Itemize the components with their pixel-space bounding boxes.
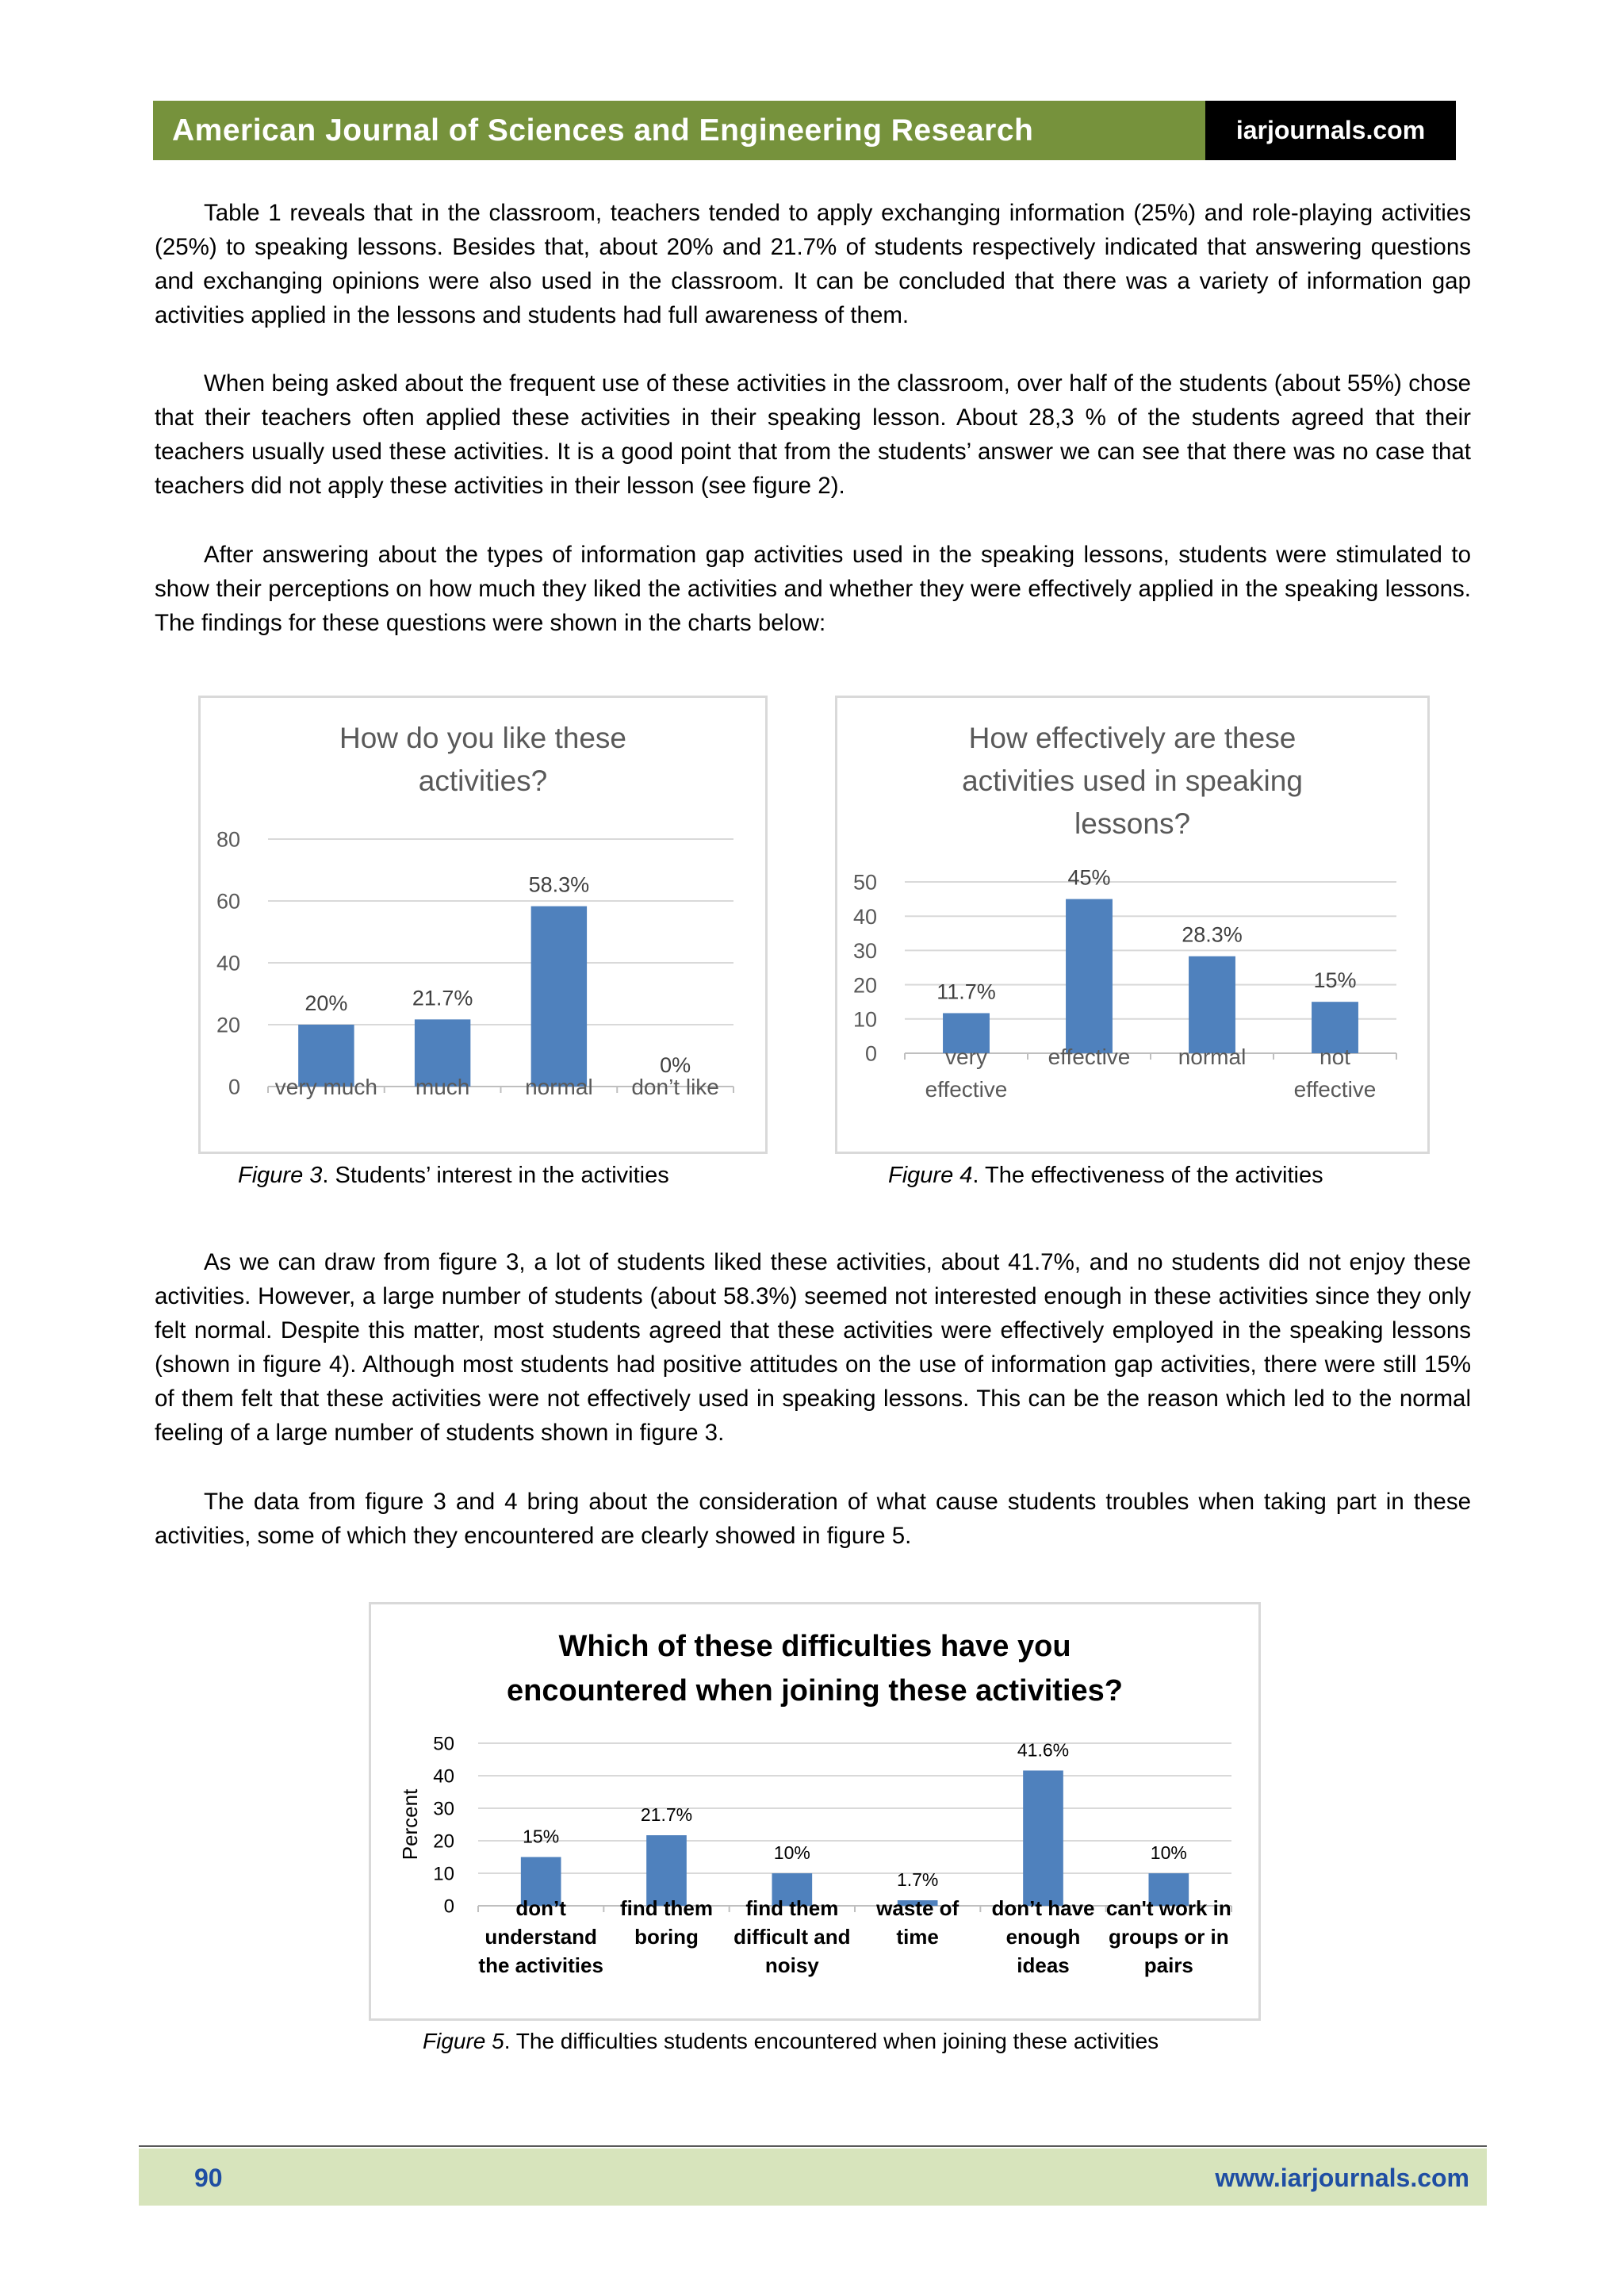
- paragraph-4: As we can draw from figure 3, a lot of students liked these activities, about 41.7%, and no students did not enjoy these activities. However, a large number of students (about 58.3%) seemed not interested enough in these activities since they only felt normal. Despite this matter, most students agreed that these activities were effectively employed in the speaking lessons (shown in figure 4). Although most students had positive attitudes on the use of information gap activities, there were still 15% of them felt that these activities were not effectively used in speaking lessons. This can be the reason which led to the normal feeling of a large number of students shown in figure 3.: [155, 1249, 1471, 1446]
- bar: [1023, 1770, 1063, 1906]
- figure-3-text: . Students’ interest in the activities: [322, 1163, 669, 1188]
- data-label: 10%: [773, 1842, 810, 1863]
- y-tick-label: 20: [852, 973, 877, 998]
- data-label: 21.7%: [640, 1804, 693, 1826]
- x-category-label: effective: [1293, 1077, 1377, 1102]
- paragraph-1: Table 1 reveals that in the classroom, teachers tended to apply exchanging information (25%) and role-playing activities (25%) to speaking lessons. Besides that, about 20% and 21.7% of students respectively indicated that answering questions and exchanging opinions were also used in the classroom. It can be concluded that there was a variety of information gap activities applied in the lessons and students had full awareness of them.: [155, 200, 1471, 328]
- data-label: 21.7%: [412, 986, 473, 1010]
- y-tick-label: 10: [852, 1007, 877, 1032]
- bar: [1189, 956, 1235, 1053]
- x-category-label: don’t like: [631, 1075, 719, 1099]
- x-category-label: noisy: [764, 1953, 819, 1977]
- figure-4-label: Figure 4: [888, 1163, 973, 1188]
- x-category-label: boring: [634, 1925, 699, 1949]
- x-category-label: very much: [274, 1075, 377, 1099]
- y-tick-label: 10: [433, 1863, 454, 1885]
- x-category-label: time: [896, 1925, 939, 1949]
- figure-4-plot: [837, 698, 1432, 1156]
- chart-title: Which of these difficulties have you encountered when joining these activities?: [506, 1630, 1124, 1708]
- data-label: 58.3%: [528, 872, 590, 897]
- data-label: 10%: [1150, 1842, 1187, 1863]
- x-category-label: normal: [1178, 1045, 1247, 1069]
- x-category-label: much: [415, 1075, 470, 1099]
- figure-3-plot: [201, 698, 770, 1156]
- y-tick-label: 0: [443, 1895, 454, 1918]
- chart-title: How effectively are these activities used in speaking lessons?: [962, 722, 1303, 840]
- y-tick-label: 30: [852, 939, 877, 964]
- bar: [531, 907, 587, 1087]
- footer-divider: [139, 2145, 1487, 2147]
- figure-3-chart: [198, 696, 768, 1154]
- x-category-label: normal: [525, 1075, 593, 1099]
- x-category-label: find them: [745, 1896, 839, 1920]
- figure-5-plot: [371, 1604, 1263, 2023]
- paragraph-2: When being asked about the frequent use of these activities in the classroom, over half of the students (about 55%) chose that their teachers often applied these activities in their speaking lesson. About 28,3 % of the students agreed that their teachers usually used these activities. It is a good point that from the students’ answer we can see that there was no case that teachers did not apply these activities in their lesson (see figure 2).: [155, 370, 1471, 499]
- x-category-label: effective: [1048, 1045, 1131, 1069]
- y-tick-label: 60: [216, 889, 240, 914]
- x-category-label: ideas: [1017, 1953, 1070, 1977]
- y-tick-label: 20: [433, 1830, 454, 1853]
- y-tick-label: 50: [433, 1733, 454, 1755]
- figure-5-caption: [423, 2029, 1159, 2054]
- data-label: 15%: [523, 1826, 560, 1847]
- x-category-label: find them: [620, 1896, 713, 1920]
- data-label: 1.7%: [896, 1869, 939, 1891]
- figure-5-chart: [369, 1602, 1261, 2021]
- data-label: 28.3%: [1182, 922, 1243, 947]
- x-category-label: very: [945, 1045, 987, 1069]
- x-category-label: pairs: [1143, 1953, 1193, 1977]
- bar: [1066, 899, 1113, 1053]
- journal-title: American Journal of Sciences and Engineering Research: [172, 113, 1034, 148]
- data-label: 15%: [1313, 968, 1357, 993]
- data-label: 0%: [660, 1053, 691, 1077]
- data-label: 41.6%: [1017, 1739, 1070, 1761]
- site-name[interactable]: iarjournals.com: [1235, 116, 1426, 144]
- x-category-label: don’t: [515, 1896, 566, 1920]
- figure-3-label: Figure 3: [238, 1163, 323, 1188]
- data-label: 20%: [304, 991, 348, 1015]
- y-tick-label: 50: [852, 870, 877, 895]
- y-tick-label: 20: [216, 1013, 240, 1037]
- y-axis-label: Percent: [398, 1788, 422, 1861]
- footer-url-link[interactable]: www.iarjournals.com: [1215, 2164, 1469, 2192]
- figure-4-text: . The effectiveness of the activities: [972, 1163, 1323, 1188]
- x-category-label: effective: [925, 1077, 1008, 1102]
- x-category-label: not: [1320, 1045, 1350, 1069]
- figure-3-caption: [238, 1163, 669, 1189]
- figure-5-text: . The difficulties students encountered when joining these activities: [504, 2029, 1159, 2053]
- figure-4-chart: [835, 696, 1430, 1154]
- data-label: 11.7%: [936, 979, 996, 1004]
- bar: [646, 1835, 687, 1906]
- paragraph-3: After answering about the types of information gap activities used in the speaking lessons, students were stimulated to show their perceptions on how much they liked the activities and whether they were effectively applied in the speaking lessons. The findings for these questions were shown in the charts below:: [155, 542, 1471, 636]
- page-number: 90: [194, 2164, 223, 2192]
- x-category-label: understand: [485, 1925, 597, 1949]
- paragraph-5: The data from figure 3 and 4 bring about the consideration of what cause students troubles when taking part in these activities, some of which they encountered are clearly showed in figure 5.: [155, 1489, 1471, 1549]
- site-banner[interactable]: [1205, 101, 1456, 160]
- x-category-label: can't work in: [1105, 1896, 1231, 1920]
- x-category-label: the activities: [478, 1953, 603, 1977]
- data-label: 45%: [1067, 865, 1111, 890]
- y-tick-label: 40: [433, 1765, 454, 1788]
- y-tick-label: 40: [852, 904, 877, 929]
- x-category-label: don’t have: [991, 1896, 1095, 1920]
- x-category-label: waste of: [876, 1896, 959, 1920]
- chart-title: How do you like these activities?: [339, 722, 626, 797]
- y-tick-label: 0: [864, 1041, 877, 1066]
- journal-title-banner: [153, 101, 1205, 160]
- y-tick-label: 30: [433, 1798, 454, 1820]
- y-tick-label: 40: [216, 951, 240, 976]
- x-category-label: enough: [1005, 1925, 1081, 1949]
- x-category-label: difficult and: [733, 1925, 851, 1949]
- x-category-label: groups or in: [1108, 1925, 1229, 1949]
- figure-4-caption: [888, 1163, 1323, 1189]
- y-tick-label: 80: [216, 827, 240, 852]
- y-tick-label: 0: [228, 1075, 240, 1099]
- figure-5-label: Figure 5: [423, 2029, 504, 2053]
